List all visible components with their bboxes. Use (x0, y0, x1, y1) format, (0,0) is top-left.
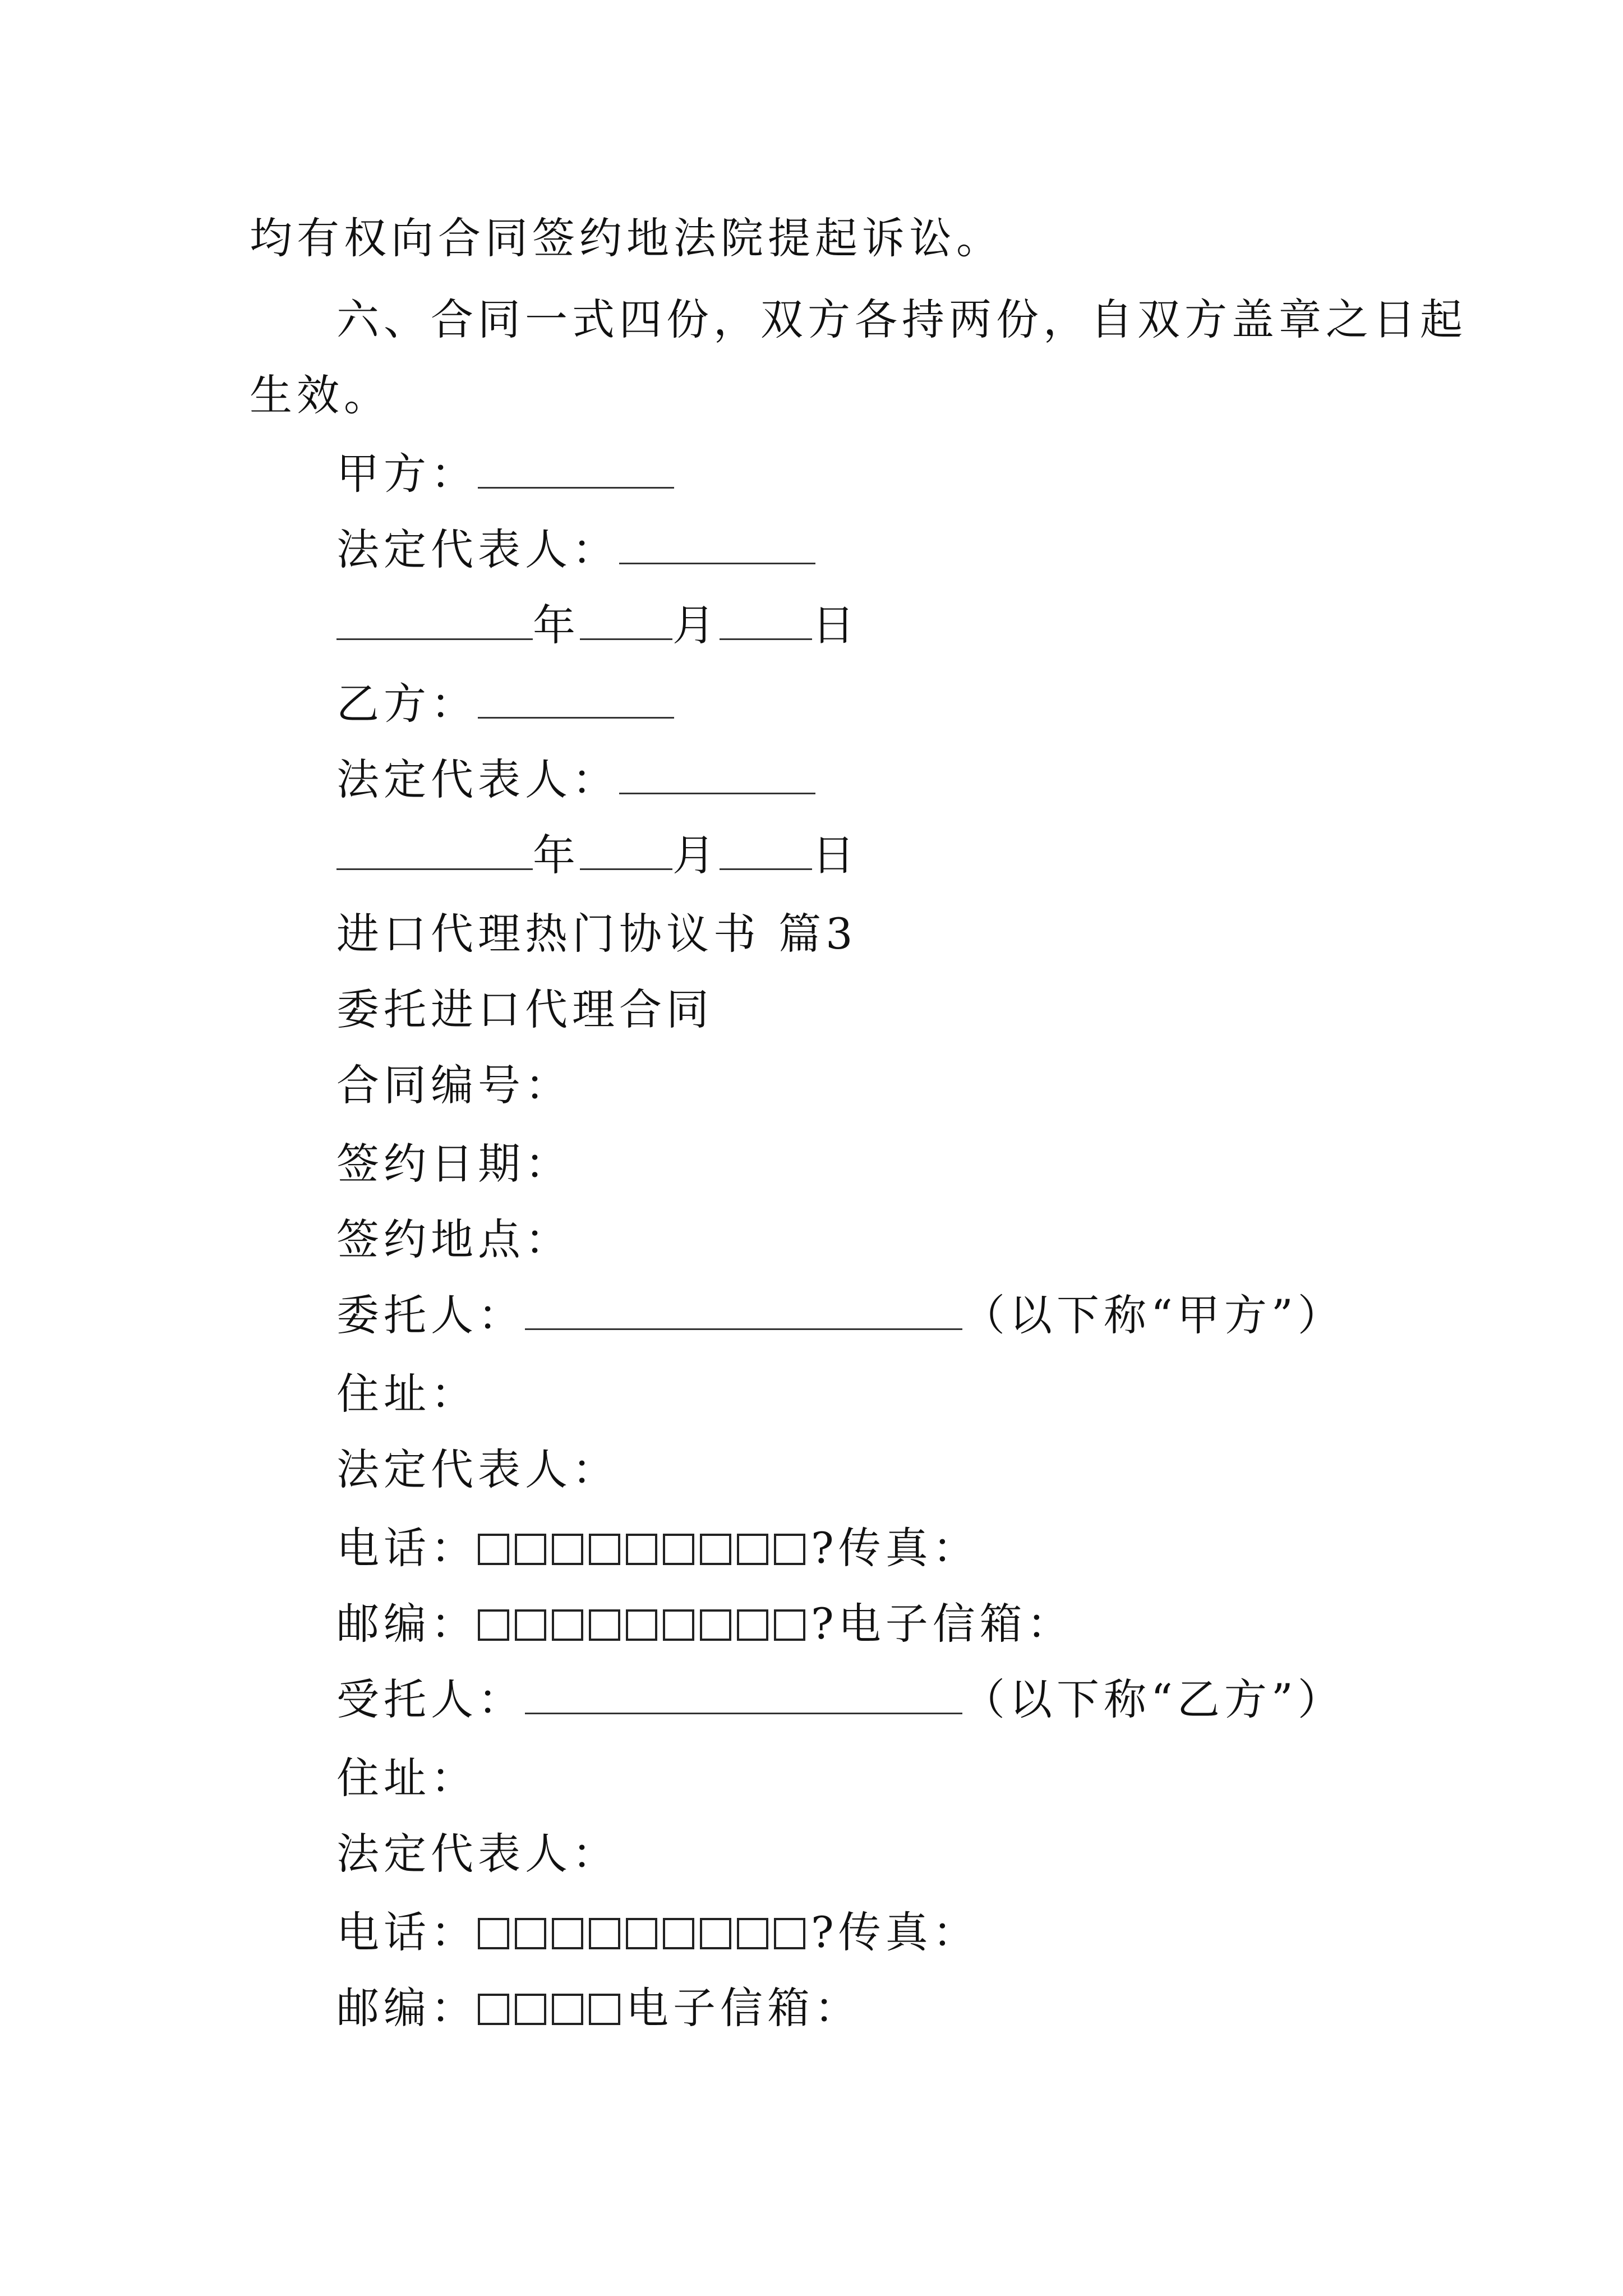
year-label: 年 (533, 830, 580, 880)
field-suffix: ?电子信箱： (811, 1599, 1074, 1649)
box-glyph (626, 1534, 657, 1565)
day-blank (720, 829, 812, 870)
box-glyph (478, 1609, 509, 1641)
month-blank (580, 829, 672, 870)
title-text: 委托进口代理合同 (336, 984, 713, 1034)
box-glyph (589, 1918, 620, 1949)
box-glyph (663, 1534, 694, 1565)
day-blank (720, 599, 812, 640)
box-glyph (663, 1918, 694, 1949)
field-label: 合同编号： (336, 1060, 572, 1110)
box-glyph (737, 1918, 768, 1949)
address-row (336, 1366, 478, 1422)
field-label: 签约日期： (336, 1139, 572, 1189)
party-b-row (336, 676, 674, 732)
month-blank (580, 599, 672, 640)
field-suffix: （以下称“乙方”） (962, 1674, 1345, 1724)
field-label: 电话： (336, 1523, 478, 1573)
representative-label: 法定代表人： (336, 754, 619, 804)
field-label: 住址： (336, 1369, 478, 1419)
signing-place-row (336, 1212, 572, 1268)
field-suffix: （以下称“甲方”） (962, 1290, 1345, 1340)
phone-fax-row (336, 1904, 980, 1961)
box-glyph (552, 1918, 583, 1949)
box-glyph (774, 1609, 805, 1641)
field-label: 签约地点： (336, 1214, 572, 1264)
box-glyph (626, 1918, 657, 1949)
postcode-email-row (336, 1596, 1074, 1652)
legal-representative-row (336, 1442, 619, 1498)
month-label: 月 (672, 830, 720, 880)
box-glyph (515, 1994, 546, 2025)
representative-blank (619, 753, 815, 794)
field-label: 法定代表人： (336, 1829, 619, 1879)
party-a-blank (478, 448, 674, 489)
party-b-date-row (336, 827, 859, 884)
field-label: 住址： (336, 1753, 478, 1803)
party-a-label: 甲方： (336, 449, 478, 499)
field-suffix: ?传真： (811, 1523, 980, 1573)
year-label: 年 (533, 600, 580, 650)
party-b-blank (478, 678, 674, 719)
paragraph-line (250, 367, 391, 424)
field-label: 受托人： (336, 1674, 525, 1724)
box-glyph (552, 1994, 583, 2025)
line-text: 生效。 (250, 370, 391, 420)
contract-number-row (336, 1057, 572, 1114)
field-suffix: 电子信箱： (626, 1983, 861, 2033)
party-a-representative-row (336, 522, 815, 578)
contract-title (336, 982, 713, 1038)
principal-row (336, 1287, 1345, 1343)
box-glyph (737, 1609, 768, 1641)
line-text: 六、合同一式四份，双方各持两份，自双方盖章之日起 (336, 295, 1467, 344)
day-label: 日 (812, 600, 859, 650)
field-label: 邮编： (336, 1983, 478, 2033)
party-b-representative-row (336, 752, 815, 808)
signing-date-row (336, 1136, 572, 1192)
representative-blank (619, 523, 815, 564)
party-a-row (336, 446, 674, 502)
party-a-date-row (336, 597, 859, 654)
postcode-email-row (336, 1980, 861, 2036)
clause-six (336, 292, 1467, 348)
box-glyph (589, 1609, 620, 1641)
box-glyph (478, 1534, 509, 1565)
year-blank (336, 599, 533, 640)
box-glyph (515, 1918, 546, 1949)
field-label: 邮编： (336, 1599, 478, 1649)
box-glyph (515, 1609, 546, 1641)
box-glyph (478, 1918, 509, 1949)
box-glyph (663, 1609, 694, 1641)
box-glyph (552, 1609, 583, 1641)
box-glyph (552, 1534, 583, 1565)
box-glyph (700, 1918, 731, 1949)
field-label: 法定代表人： (336, 1444, 619, 1494)
box-glyph (700, 1609, 731, 1641)
box-glyph (774, 1534, 805, 1565)
field-label: 委托人： (336, 1290, 525, 1340)
line-text: 均有权向合同签约地法院提起诉讼。 (250, 213, 1003, 263)
box-glyph (700, 1534, 731, 1565)
party-b-label: 乙方： (336, 679, 478, 729)
agent-row (336, 1672, 1345, 1728)
box-glyph (515, 1534, 546, 1565)
box-glyph (589, 1994, 620, 2025)
section-heading (336, 906, 857, 962)
box-glyph (478, 1994, 509, 2025)
box-glyph (589, 1534, 620, 1565)
agent-blank (525, 1673, 962, 1714)
month-label: 月 (672, 600, 720, 650)
representative-label: 法定代表人： (336, 524, 619, 574)
day-label: 日 (812, 830, 859, 880)
box-glyph (774, 1918, 805, 1949)
phone-fax-row (336, 1520, 980, 1576)
box-glyph (626, 1609, 657, 1641)
address-row (336, 1750, 478, 1806)
paragraph-line (250, 210, 1003, 266)
box-glyph (737, 1534, 768, 1565)
field-label: 电话： (336, 1907, 478, 1957)
legal-representative-row (336, 1826, 619, 1882)
heading-text: 进口代理热门协议书 篇3 (336, 909, 857, 959)
field-suffix: ?传真： (811, 1907, 980, 1957)
year-blank (336, 829, 533, 870)
principal-blank (525, 1289, 962, 1330)
